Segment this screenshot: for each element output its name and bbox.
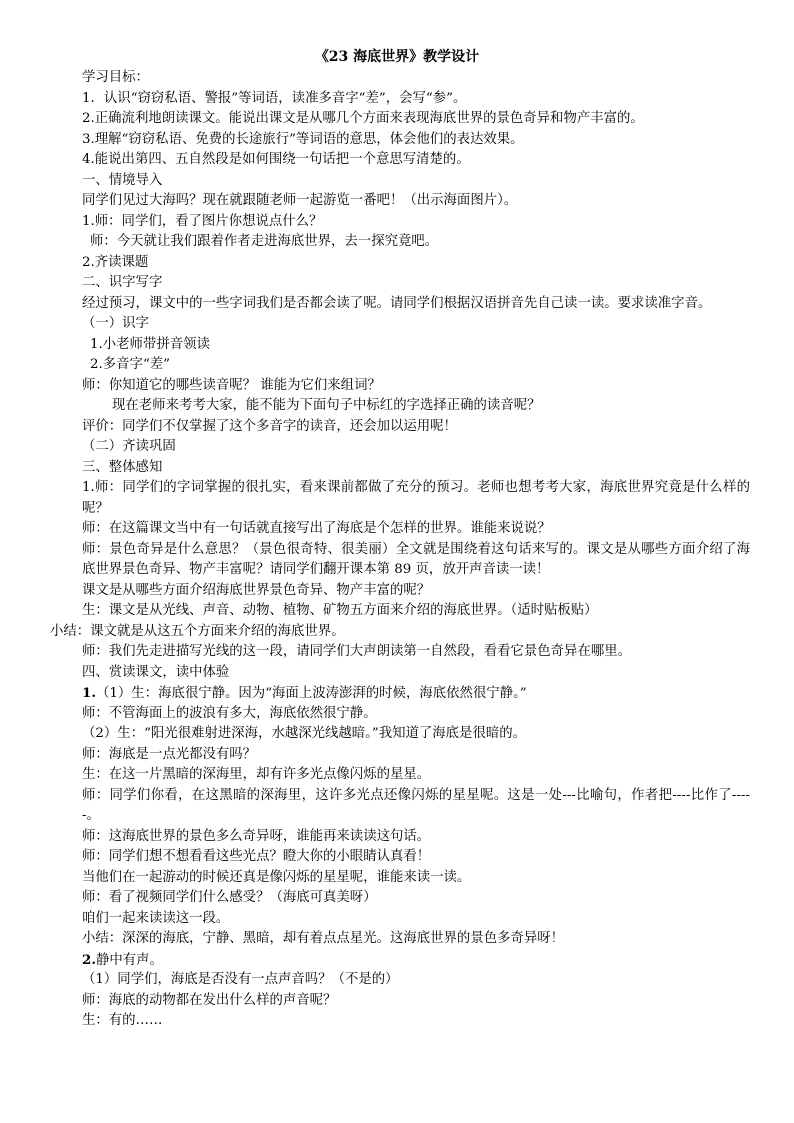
text-line: 课文是从哪些方面介绍海底世界景色奇异、物产丰富的呢？ bbox=[82, 582, 431, 598]
text-line: 1.小老师带拼音领读 bbox=[90, 336, 210, 352]
text-line: 四、赏读课文，读中体验 bbox=[82, 664, 230, 680]
text-line: 经过预习，课文中的一些字词我们是否都会读了呢。请同学们根据汉语拼音先自己读一读。要求读准字音。 bbox=[82, 295, 712, 311]
section-number: 1. bbox=[82, 685, 96, 701]
text-line bbox=[82, 950, 750, 971]
text-line: 师：在这篇课文当中有一句话就直接写出了海底是个怎样的世界。谁能来说说？ bbox=[82, 521, 551, 536]
text-line: 1．认识“窃窃私语、警报”等词语，读准多音字“差”，会写“参”。 bbox=[82, 90, 467, 106]
document-body bbox=[50, 68, 750, 1032]
text-line bbox=[82, 683, 750, 704]
text-line: 学习目标： bbox=[82, 70, 149, 85]
text-line: （2）生：“阳光很难射进深海，水越深光线越暗。”我知道了海底是很暗的。 bbox=[82, 726, 527, 741]
text-line: 二、识字写字 bbox=[82, 275, 163, 290]
text-line: 2.齐读课题 bbox=[82, 254, 149, 270]
text-line: 小结：深深的海底，宁静、黑暗，却有着点点星光。这海底世界的景色多奇异呀！ bbox=[82, 931, 565, 946]
text-line: 师：同学们想不想看看这些光点？瞪大你的小眼睛认真看！ bbox=[82, 849, 431, 864]
text-line: 师：你知道它的哪些读音呢？ 谁能为它们来组词？ bbox=[82, 377, 381, 393]
text-line: 1.师：同学们，看了图片你想说点什么？ bbox=[82, 213, 323, 229]
text-line: 1.师：同学们的字词掌握的很扎实，看来课前都做了充分的预习。老师也想考考大家，海底世界究竟是什么样的呢？ bbox=[82, 480, 750, 516]
section-number: 2. bbox=[82, 951, 96, 968]
text-line: 3.理解“窃窃私语、免费的长途旅行”等词语的意思，体会他们的表达效果。 bbox=[82, 131, 524, 147]
text-line: （一）识字 bbox=[82, 316, 149, 331]
text-line: （1）同学们，海底是否没有一点声音吗？（不是的） bbox=[82, 972, 399, 987]
text-line: 师：景色奇异是什么意思？（景色很奇特、很美丽）全文就是围绕着这句话来写的。课文是从哪些方面介绍了海底世界景色奇异、物产丰富呢？请同学们翻开课本第 89 页，放开声音读一读！ bbox=[82, 541, 750, 577]
text-line: 师：今天就让我们跟着作者走进海底世界，去一探究竟吧。 bbox=[90, 234, 439, 249]
text-line: 生：在这一片黑暗的深海里，却有许多光点像闪烁的星星。 bbox=[82, 767, 431, 782]
text-line: （二）齐读巩固 bbox=[82, 439, 176, 454]
text-line: 师：我们先走进描写光线的这一段，请同学们大声朗读第一自然段，看看它景色奇异在哪里。 bbox=[82, 644, 632, 659]
line-text: 静中有声。 bbox=[95, 952, 163, 968]
text-line: 生：课文是从光线、声音、动物、植物、矿物五方面来介绍的海底世界。（适时贴板贴） bbox=[82, 603, 598, 618]
text-line: 师：不管海面上的波浪有多大，海底依然很宁静。 bbox=[82, 705, 377, 721]
text-line: 同学们见过大海吗？现在就跟随老师一起游览一番吧！（出示海面图片）。 bbox=[82, 193, 518, 208]
text-line: 咱们一起来读读这一段。 bbox=[82, 910, 230, 926]
text-line: 2.多音字“差” bbox=[90, 357, 171, 372]
text-line: 生：有的…… bbox=[82, 1013, 163, 1028]
text-line: 评价：同学们不仅掌握了这个多音字的读音，还会加以运用呢！ bbox=[82, 418, 457, 434]
text-line: 现在老师来考考大家，能不能为下面句子中标红的字选择正确的读音呢？ bbox=[112, 398, 541, 413]
text-line: 师：看了视频同学们什么感受？（海底可真美呀） bbox=[82, 890, 377, 905]
text-line: 当他们在一起游动的时候还真是像闪烁的星星呢，谁能来读一读。 bbox=[82, 869, 471, 885]
text-line: 小结：课文就是从这五个方面来介绍的海底世界。 bbox=[50, 623, 345, 639]
line-text: （1）生：海底很宁静。因为“海面上波涛澎湃的时候，海底依然很宁静。” bbox=[95, 686, 527, 701]
text-line: 师：海底的动物都在发出什么样的声音呢？ bbox=[82, 992, 337, 1008]
text-line: 三、整体感知 bbox=[82, 459, 163, 475]
text-line: 师：同学们你看，在这黑暗的深海里，这许多光点还像闪烁的星星呢。这是一处---比喻句，作者把----比作了-----。 bbox=[82, 787, 750, 823]
text-line: 2.正确流利地朗读课文。能说出课文是从哪几个方面来表现海底世界的景色奇异和物产丰富的。 bbox=[82, 111, 644, 126]
document-title: 《23 海底世界》教学设计 bbox=[314, 49, 480, 65]
text-line: 师：这海底世界的景色多么奇异呀，谁能再来读读这句话。 bbox=[82, 828, 431, 844]
text-line: 一、情境导入 bbox=[82, 172, 163, 188]
text-line: 师：海底是一点光都没有吗？ bbox=[82, 746, 257, 762]
text-line: 4.能说出第四、五自然段是如何围绕一句话把一个意思写清楚的。 bbox=[82, 152, 470, 167]
